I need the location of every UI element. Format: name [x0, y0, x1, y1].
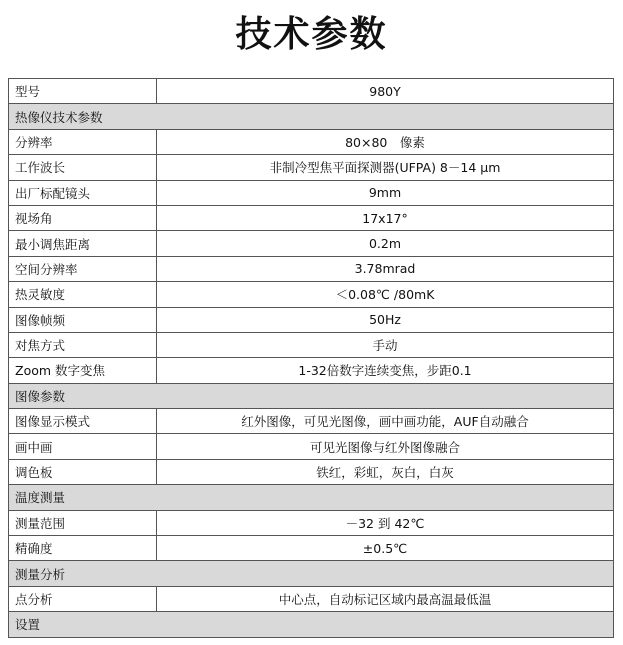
spec-row [9, 536, 614, 561]
spec-label: 视场角 [9, 205, 157, 230]
spec-value: 红外图像，可见光图像，画中画功能，AUF自动融合 [157, 409, 614, 434]
spec-value: 9mm [157, 180, 614, 205]
spec-value: 17x17° [157, 205, 614, 230]
spec-label: 测量范围 [9, 510, 157, 535]
section-header-row [9, 104, 614, 129]
spec-value: 铁红，彩虹，灰白，白灰 [157, 459, 614, 484]
spec-value: 980Y [157, 79, 614, 104]
spec-label: 工作波长 [9, 155, 157, 180]
section-header-label: 温度测量 [9, 485, 614, 510]
spec-value: ±0.5℃ [157, 536, 614, 561]
section-header-label: 测量分析 [9, 561, 614, 586]
spec-label: 最小调焦距离 [9, 231, 157, 256]
spec-value: 可见光图像与红外图像融合 [157, 434, 614, 459]
spec-row [9, 358, 614, 383]
spec-value: 50Hz [157, 307, 614, 332]
spec-value: －32 到 42℃ [157, 510, 614, 535]
spec-table-body [9, 79, 614, 638]
spec-label: 型号 [9, 79, 157, 104]
section-header-label: 设置 [9, 612, 614, 637]
spec-label: 对焦方式 [9, 332, 157, 357]
spec-label: 出厂标配镜头 [9, 180, 157, 205]
spec-label: 调色板 [9, 459, 157, 484]
spec-label: 精确度 [9, 536, 157, 561]
spec-label: 热灵敏度 [9, 282, 157, 307]
spec-row [9, 332, 614, 357]
spec-value: 0.2m [157, 231, 614, 256]
spec-value: 1-32倍数字连续变焦，步距0.1 [157, 358, 614, 383]
spec-value: 3.78mrad [157, 256, 614, 281]
section-header-label: 图像参数 [9, 383, 614, 408]
spec-row [9, 434, 614, 459]
spec-row [9, 586, 614, 611]
spec-row [9, 282, 614, 307]
spec-row [9, 459, 614, 484]
spec-label: 点分析 [9, 586, 157, 611]
spec-row [9, 409, 614, 434]
spec-row [9, 307, 614, 332]
section-header-row [9, 383, 614, 408]
spec-value: 中心点，自动标记区域内最高温最低温 [157, 586, 614, 611]
spec-table [8, 78, 614, 638]
spec-label: 空间分辨率 [9, 256, 157, 281]
page-title: 技术参数 [235, 14, 388, 55]
spec-row [9, 510, 614, 535]
spec-row [9, 180, 614, 205]
spec-label: Zoom 数字变焦 [9, 358, 157, 383]
spec-label: 图像帧频 [9, 307, 157, 332]
spec-value: 80×80 像素 [157, 129, 614, 154]
spec-row [9, 79, 614, 104]
spec-row [9, 155, 614, 180]
spec-row [9, 129, 614, 154]
spec-label: 分辨率 [9, 129, 157, 154]
spec-label: 图像显示模式 [9, 409, 157, 434]
spec-row [9, 256, 614, 281]
spec-row [9, 231, 614, 256]
spec-value: 非制冷型焦平面探测器(UFPA) 8－14 μm [157, 155, 614, 180]
spec-label: 画中画 [9, 434, 157, 459]
section-header-row [9, 561, 614, 586]
section-header-label: 热像仪技术参数 [9, 104, 614, 129]
spec-value: 手动 [157, 332, 614, 357]
spec-row [9, 205, 614, 230]
section-header-row [9, 612, 614, 637]
spec-value: ＜0.08℃ /80mK [157, 282, 614, 307]
section-header-row [9, 485, 614, 510]
